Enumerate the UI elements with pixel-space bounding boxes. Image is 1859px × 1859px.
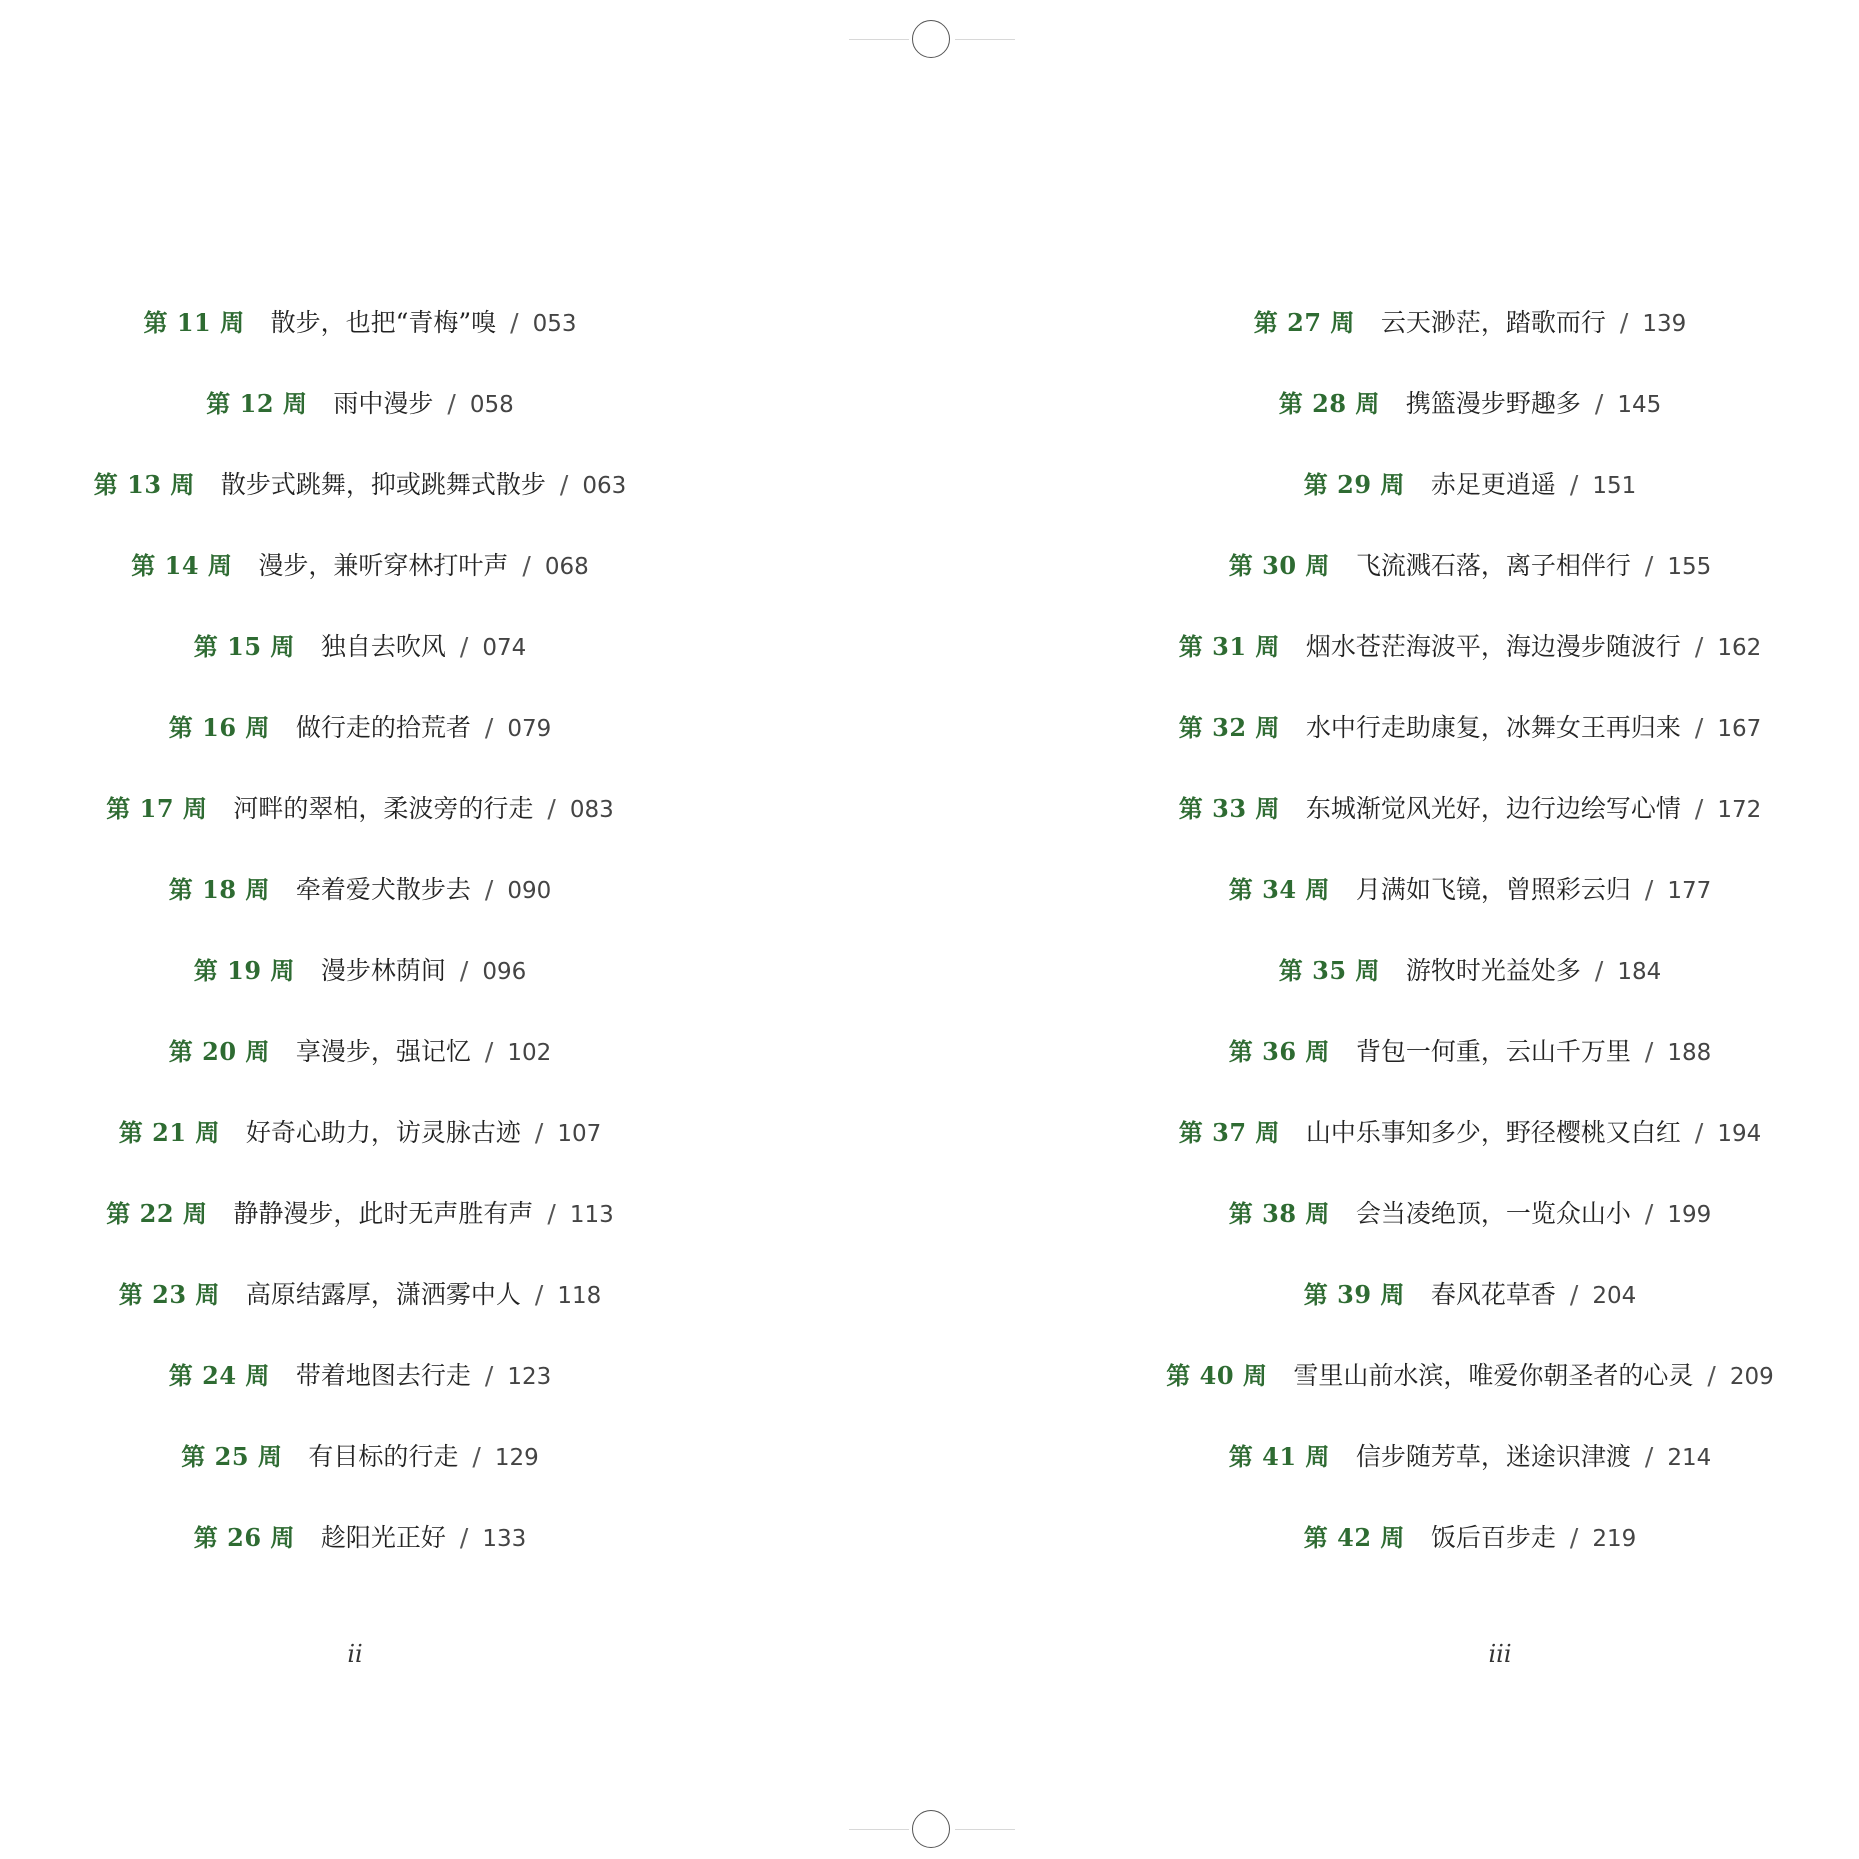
toc-separator: / (484, 1361, 494, 1390)
toc-entry-title: 饭后百步走 (1430, 1523, 1556, 1552)
toc-separator: / (1594, 389, 1604, 418)
toc-week-label: 第 36 周 (1228, 1037, 1330, 1066)
toc-page-number: 113 (569, 1202, 614, 1228)
toc-separator: / (1694, 632, 1704, 661)
toc-page-number: 188 (1667, 1040, 1712, 1066)
toc-separator: / (459, 1523, 469, 1552)
toc-entry-title: 信步随芳草，迷途识津渡 (1355, 1442, 1631, 1471)
toc-week-label: 第 12 周 (206, 389, 308, 418)
toc-week-label: 第 41 周 (1228, 1442, 1330, 1471)
toc-entry-title: 烟水苍茫海波平，海边漫步随波行 (1305, 632, 1681, 661)
toc-entry[interactable] (1145, 1351, 1795, 1432)
toc-page-number: 074 (482, 635, 527, 661)
toc-page-number: 096 (482, 959, 527, 985)
toc-page-number: 167 (1717, 716, 1762, 742)
toc-week-label: 第 38 周 (1228, 1199, 1330, 1228)
toc-entry-title: 雪里山前水滨，唯爱你朝圣者的心灵 (1293, 1361, 1694, 1390)
toc-separator: / (1644, 1199, 1654, 1228)
toc-entry-title: 享漫步，强记忆 (295, 1037, 471, 1066)
toc-page-number: 090 (507, 878, 552, 904)
toc-page-number: 068 (544, 554, 589, 580)
toc-week-label: 第 16 周 (168, 713, 270, 742)
ornament-circle-icon (912, 20, 950, 58)
toc-separator: / (1694, 713, 1704, 742)
ornament-line (955, 1829, 1015, 1830)
page-number-right: iii (1488, 1640, 1512, 1668)
toc-page-number: 204 (1592, 1283, 1637, 1309)
toc-page-number: 133 (482, 1526, 527, 1552)
toc-page-number: 194 (1717, 1121, 1762, 1147)
toc-entry-title: 春风花草香 (1430, 1280, 1556, 1309)
toc-entry[interactable] (1145, 1513, 1795, 1594)
toc-separator: / (1594, 956, 1604, 985)
toc-page-number: 129 (494, 1445, 539, 1471)
toc-week-label: 第 31 周 (1178, 632, 1280, 661)
toc-page-number: 139 (1642, 311, 1687, 337)
toc-entry[interactable] (1145, 946, 1795, 1027)
toc-separator: / (1569, 1523, 1579, 1552)
toc-entry-title: 携篮漫步野趣多 (1405, 389, 1581, 418)
toc-entry-title: 东城渐觉风光好，边行边绘写心情 (1305, 794, 1681, 823)
toc-week-label: 第 28 周 (1278, 389, 1380, 418)
ornament-line (955, 39, 1015, 40)
toc-separator: / (1569, 1280, 1579, 1309)
toc-week-label: 第 35 周 (1278, 956, 1380, 985)
toc-entry[interactable] (1145, 1270, 1795, 1351)
toc-entry[interactable] (1145, 1108, 1795, 1189)
toc-separator: / (1694, 794, 1704, 823)
toc-entry[interactable] (1145, 379, 1795, 460)
toc-entry-title: 趁阳光正好 (320, 1523, 446, 1552)
toc-entry-title: 牵着爱犬散步去 (295, 875, 471, 904)
toc-separator: / (447, 389, 456, 418)
top-ornament (849, 20, 1015, 60)
toc-entry[interactable] (35, 1351, 685, 1432)
toc-entry-title: 水中行走助康复，冰舞女王再归来 (1305, 713, 1681, 742)
toc-page-number: 118 (557, 1283, 602, 1309)
toc-separator: / (547, 1199, 556, 1228)
toc-separator: / (534, 1280, 544, 1309)
toc-entry-title: 静静漫步，此时无声胜有声 (233, 1199, 534, 1228)
toc-week-label: 第 33 周 (1178, 794, 1280, 823)
toc-week-label: 第 34 周 (1228, 875, 1330, 904)
toc-entry[interactable] (35, 298, 685, 379)
toc-week-label: 第 24 周 (168, 1361, 270, 1390)
toc-separator: / (472, 1442, 481, 1471)
toc-separator: / (1707, 1361, 1716, 1390)
toc-entry[interactable] (1145, 1027, 1795, 1108)
toc-separator: / (547, 794, 556, 823)
toc-entry[interactable] (35, 703, 685, 784)
toc-separator: / (1619, 308, 1629, 337)
toc-separator: / (1644, 1442, 1654, 1471)
toc-entry[interactable] (35, 1108, 685, 1189)
toc-week-label: 第 26 周 (193, 1523, 295, 1552)
toc-entry-title: 雨中漫步 (333, 389, 434, 418)
toc-page-number: 058 (469, 392, 514, 418)
toc-separator: / (459, 956, 469, 985)
toc-entry-title: 漫步，兼听穿林打叶声 (258, 551, 509, 580)
toc-entry-title: 月满如飞镜，曾照彩云归 (1355, 875, 1631, 904)
toc-entry-title: 河畔的翠柏，柔波旁的行走 (233, 794, 534, 823)
toc-entry[interactable] (1145, 703, 1795, 784)
toc-week-label: 第 14 周 (131, 551, 233, 580)
toc-week-label: 第 15 周 (193, 632, 295, 661)
toc-page-number: 214 (1667, 1445, 1712, 1471)
toc-entry[interactable] (35, 784, 685, 865)
toc-week-label: 第 27 周 (1253, 308, 1355, 337)
toc-separator: / (559, 470, 569, 499)
toc-separator: / (1644, 875, 1654, 904)
toc-week-label: 第 40 周 (1166, 1361, 1268, 1390)
bottom-ornament (849, 1810, 1015, 1850)
toc-entry[interactable] (1145, 784, 1795, 865)
toc-week-label: 第 29 周 (1303, 470, 1405, 499)
toc-entry-title: 有目标的行走 (308, 1442, 459, 1471)
toc-separator: / (459, 632, 469, 661)
toc-entry-title: 背包一何重，云山千万里 (1355, 1037, 1631, 1066)
toc-separator: / (484, 875, 494, 904)
toc-page-number: 172 (1717, 797, 1762, 823)
toc-page-number: 151 (1592, 473, 1637, 499)
toc-entry-title: 游牧时光益处多 (1405, 956, 1581, 985)
toc-entry[interactable] (35, 1432, 685, 1513)
toc-separator: / (510, 308, 519, 337)
toc-week-label: 第 11 周 (143, 308, 245, 337)
toc-page-number: 079 (507, 716, 552, 742)
toc-separator: / (1644, 551, 1654, 580)
toc-entry-title: 散步式跳舞，抑或跳舞式散步 (220, 470, 546, 499)
toc-separator: / (484, 713, 494, 742)
toc-week-label: 第 23 周 (118, 1280, 220, 1309)
toc-page-number: 184 (1617, 959, 1662, 985)
toc-page-number: 155 (1667, 554, 1712, 580)
toc-entry[interactable] (1145, 622, 1795, 703)
toc-left-column (35, 298, 685, 1594)
toc-entry[interactable] (1145, 865, 1795, 946)
toc-entry[interactable] (1145, 541, 1795, 622)
toc-week-label: 第 22 周 (106, 1199, 208, 1228)
toc-week-label: 第 32 周 (1178, 713, 1280, 742)
ornament-circle-icon (912, 1810, 950, 1848)
toc-page-number: 083 (569, 797, 614, 823)
toc-page-number: 209 (1729, 1364, 1774, 1390)
toc-entry[interactable] (1145, 1432, 1795, 1513)
toc-entry-title: 高原结露厚，潇洒雾中人 (245, 1280, 521, 1309)
toc-page-number: 162 (1717, 635, 1762, 661)
toc-page-number: 145 (1617, 392, 1662, 418)
toc-separator: / (1694, 1118, 1704, 1147)
toc-right-column (1145, 298, 1795, 1594)
toc-separator: / (522, 551, 531, 580)
toc-page-number: 199 (1667, 1202, 1712, 1228)
ornament-line (849, 39, 909, 40)
toc-entry-title: 云天渺茫，踏歌而行 (1380, 308, 1606, 337)
toc-entry-title: 独自去吹风 (320, 632, 446, 661)
toc-entry[interactable] (35, 622, 685, 703)
toc-entry[interactable] (35, 946, 685, 1027)
toc-entry[interactable] (1145, 298, 1795, 379)
toc-separator: / (534, 1118, 544, 1147)
toc-week-label: 第 21 周 (118, 1118, 220, 1147)
toc-entry[interactable] (1145, 460, 1795, 541)
toc-separator: / (484, 1037, 494, 1066)
toc-page-number: 123 (507, 1364, 552, 1390)
toc-entry-title: 飞流溅石落，离子相伴行 (1355, 551, 1631, 580)
toc-entry-title: 好奇心助力，访灵脉古迹 (245, 1118, 521, 1147)
toc-week-label: 第 13 周 (93, 470, 195, 499)
toc-week-label: 第 39 周 (1303, 1280, 1405, 1309)
toc-entry[interactable] (35, 379, 685, 460)
toc-entry-title: 散步，也把“青梅”嗅 (270, 308, 497, 337)
toc-entry[interactable] (35, 541, 685, 622)
toc-week-label: 第 19 周 (193, 956, 295, 985)
toc-page-number: 053 (532, 311, 577, 337)
toc-separator: / (1569, 470, 1579, 499)
toc-entry-title: 山中乐事知多少，野径樱桃又白红 (1305, 1118, 1681, 1147)
toc-entry[interactable] (35, 1270, 685, 1351)
toc-page-number: 177 (1667, 878, 1712, 904)
toc-week-label: 第 17 周 (106, 794, 208, 823)
toc-week-label: 第 42 周 (1303, 1523, 1405, 1552)
toc-entry[interactable] (35, 1189, 685, 1270)
toc-entry-title: 赤足更逍遥 (1430, 470, 1556, 499)
toc-entry-title: 带着地图去行走 (295, 1361, 471, 1390)
toc-week-label: 第 18 周 (168, 875, 270, 904)
toc-entry[interactable] (1145, 1189, 1795, 1270)
toc-week-label: 第 20 周 (168, 1037, 270, 1066)
toc-week-label: 第 37 周 (1178, 1118, 1280, 1147)
toc-entry[interactable] (35, 1027, 685, 1108)
toc-entry[interactable] (35, 865, 685, 946)
toc-week-label: 第 30 周 (1228, 551, 1330, 580)
toc-page-number: 107 (557, 1121, 602, 1147)
ornament-line (849, 1829, 909, 1830)
toc-separator: / (1644, 1037, 1654, 1066)
toc-page-number: 219 (1592, 1526, 1637, 1552)
toc-week-label: 第 25 周 (181, 1442, 283, 1471)
toc-entry[interactable] (35, 460, 685, 541)
toc-entry[interactable] (35, 1513, 685, 1594)
toc-entry-title: 漫步林荫间 (320, 956, 446, 985)
toc-entry-title: 做行走的拾荒者 (295, 713, 471, 742)
toc-entry-title: 会当凌绝顶，一览众山小 (1355, 1199, 1631, 1228)
page-number-left: ii (347, 1640, 363, 1668)
toc-page-number: 063 (582, 473, 627, 499)
toc-page-number: 102 (507, 1040, 552, 1066)
